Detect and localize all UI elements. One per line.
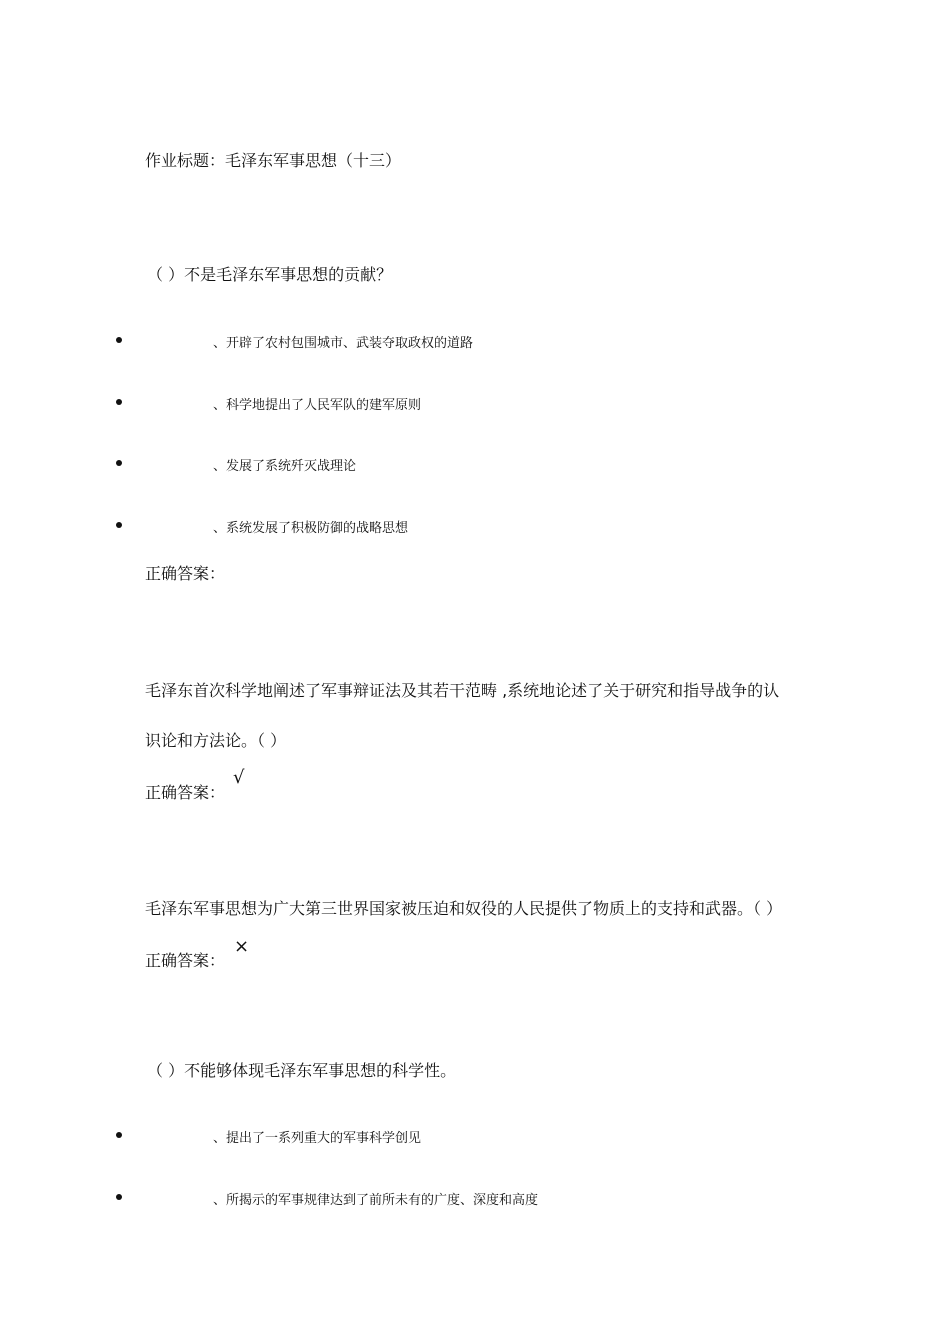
question-2-text-line-2: 识论和方法论。（ ） xyxy=(145,731,287,750)
bullet-icon xyxy=(116,337,122,343)
question-1-answer-label: 正确答案： xyxy=(145,564,226,583)
question-3-answer-label: 正确答案： xyxy=(145,951,226,970)
document-title: 作业标题：毛泽东军事思想（十三） xyxy=(145,151,402,170)
question-1-option-3: 、发展了系统歼灭战理论 xyxy=(213,459,357,474)
question-4-option-2: 、所揭示的军事规律达到了前所未有的广度、深度和高度 xyxy=(213,1193,539,1208)
question-3-text: 毛泽东军事思想为广大第三世界国家被压迫和奴役的人民提供了物质上的支持和武器。（ ） xyxy=(145,899,783,918)
cross-mark-icon: × xyxy=(234,936,250,957)
question-1-option-4: 、系统发展了积极防御的战略思想 xyxy=(213,521,409,536)
question-4-option-1: 、提出了一系列重大的军事科学创见 xyxy=(213,1131,422,1146)
bullet-icon xyxy=(116,522,122,528)
question-1-text: （ ）不是毛泽东军事思想的贡献？ xyxy=(147,265,393,284)
question-1-option-1: 、开辟了农村包围城市、武装夺取政权的道路 xyxy=(213,336,474,351)
question-2-text-line-1: 毛泽东首次科学地阐述了军事辩证法及其若干范畴 ,系统地论述了关于研究和指导战争的认 xyxy=(145,681,780,700)
bullet-icon xyxy=(116,1132,122,1138)
question-1-option-2: 、科学地提出了人民军队的建军原则 xyxy=(213,398,422,413)
question-2-answer-label: 正确答案： xyxy=(145,783,226,802)
question-4-text: （ ）不能够体现毛泽东军事思想的科学性。 xyxy=(147,1061,457,1080)
bullet-icon xyxy=(116,460,122,466)
bullet-icon xyxy=(116,399,122,405)
check-mark-icon: √ xyxy=(233,767,245,788)
bullet-icon xyxy=(116,1194,122,1200)
